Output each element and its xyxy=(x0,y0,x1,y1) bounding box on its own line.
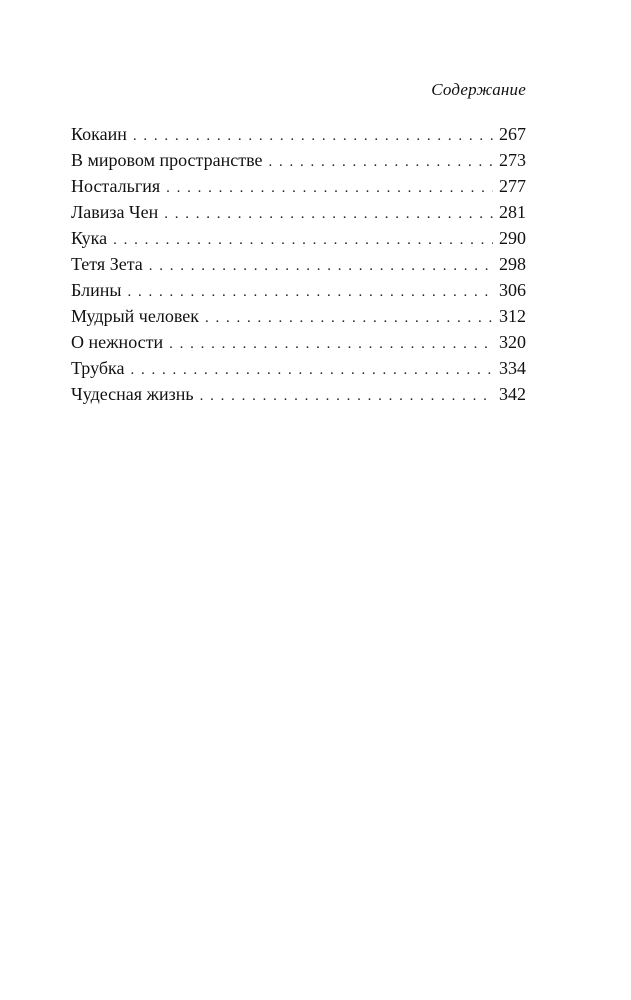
toc-entry-title: Лавиза Чен xyxy=(71,202,159,222)
toc-dot-leader xyxy=(169,331,493,357)
toc-entry xyxy=(71,355,526,381)
toc-entry xyxy=(71,173,526,199)
toc-entry-title: Мудрый человек xyxy=(71,306,199,326)
toc-entry-page: 342 xyxy=(499,384,526,404)
toc-entry-title: Блины xyxy=(71,280,122,300)
toc-entry-page: 281 xyxy=(499,202,526,222)
toc-dot-leader xyxy=(166,175,493,201)
toc-entry xyxy=(71,251,526,277)
toc-entry-page: 290 xyxy=(499,228,526,248)
toc-dot-leader xyxy=(149,253,493,279)
toc-entry xyxy=(71,329,526,355)
toc-entry xyxy=(71,199,526,225)
toc-entry xyxy=(71,277,526,303)
toc-dot-leader xyxy=(113,227,493,253)
toc-entry-title: О нежности xyxy=(71,332,164,352)
toc-dot-leader xyxy=(164,201,493,227)
toc-dot-leader xyxy=(127,279,493,305)
toc-entry xyxy=(71,147,526,173)
toc-entry-page: 320 xyxy=(499,332,526,352)
toc-entry xyxy=(71,225,526,251)
toc-entry-page: 312 xyxy=(499,306,526,326)
toc-entry-page: 277 xyxy=(499,176,526,196)
toc-entry-page: 298 xyxy=(499,254,526,274)
toc-dot-leader xyxy=(133,123,493,149)
toc-entry-page: 306 xyxy=(499,280,526,300)
toc-entry xyxy=(71,303,526,329)
toc-entry-title: Кокаин xyxy=(71,124,127,144)
table-of-contents xyxy=(71,121,526,407)
toc-entry-title: Тетя Зета xyxy=(71,254,143,274)
toc-entry-page: 267 xyxy=(499,124,526,144)
toc-dot-leader xyxy=(130,357,493,383)
running-head: Содержание xyxy=(431,80,526,99)
toc-entry-page: 334 xyxy=(499,358,526,378)
toc-entry-title: Трубка xyxy=(71,358,125,378)
toc-entry xyxy=(71,381,526,407)
toc-dot-leader xyxy=(268,149,493,175)
toc-entry-title: Кука xyxy=(71,228,108,248)
toc-dot-leader xyxy=(205,305,493,331)
toc-dot-leader xyxy=(200,383,493,409)
toc-entry-title: Ностальгия xyxy=(71,176,161,196)
toc-entry-title: В мировом пространстве xyxy=(71,150,263,170)
toc-entry-title: Чудесная жизнь xyxy=(71,384,194,404)
toc-entry xyxy=(71,121,526,147)
toc-entry-page: 273 xyxy=(499,150,526,170)
